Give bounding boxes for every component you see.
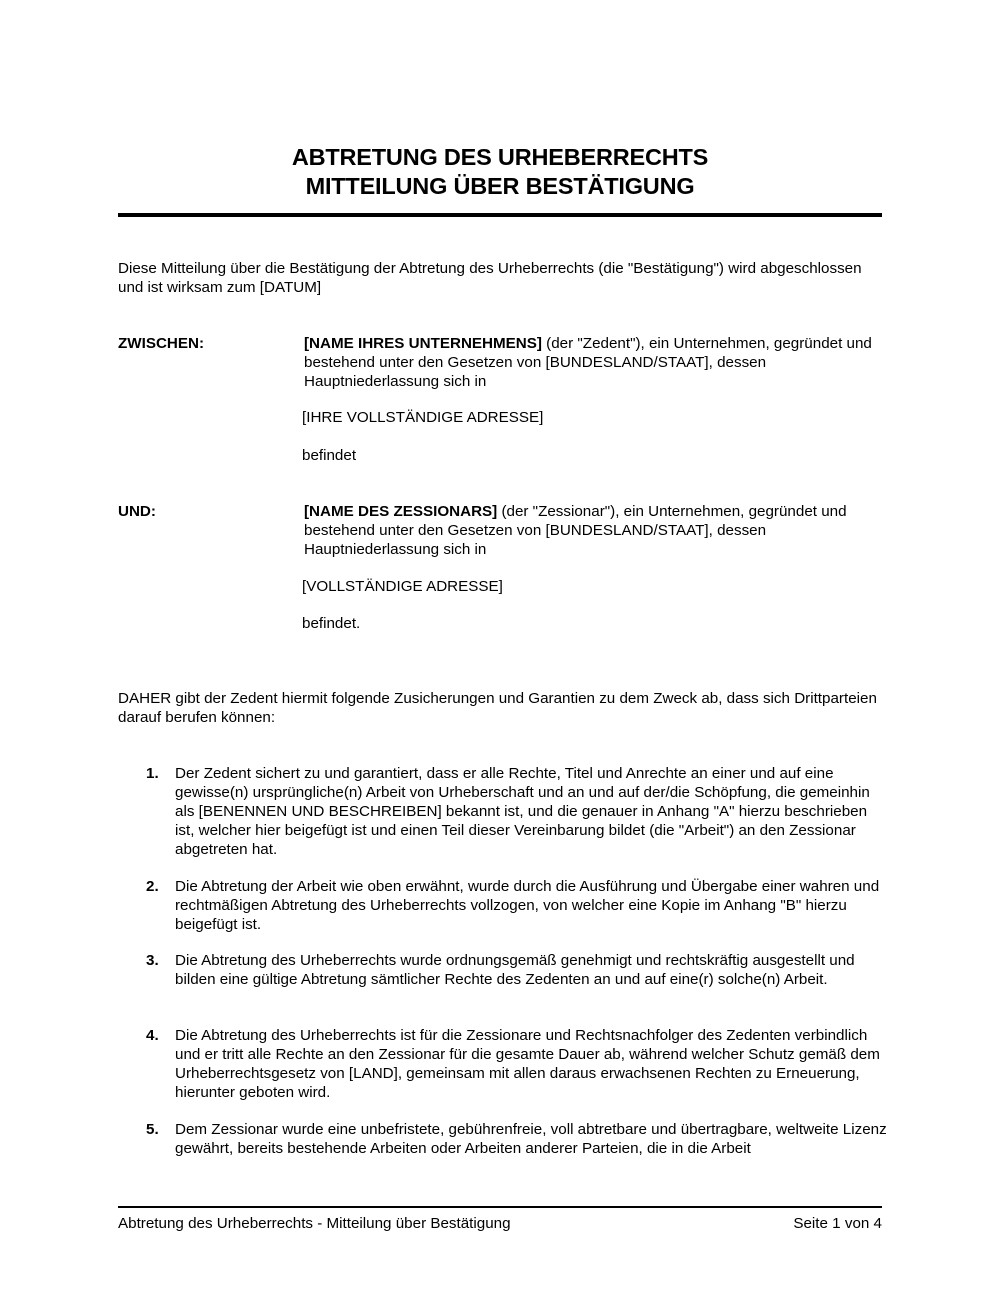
party-description-assignor [304, 334, 888, 391]
assignor-closing: befindet [302, 447, 357, 464]
clause-text: Dem Zessionar wurde eine unbefristete, gebührenfreie, voll abtretbare und übertragbare, weltweite Lizenz gewährt, bereits bestehende Arbeiten oder Arbeiten anderer Parteien, die in die Arbeit [175, 1121, 887, 1157]
clause-number: 1. [146, 765, 159, 782]
clause-text: Der Zedent sichert zu und garantiert, dass er alle Rechte, Titel und Anrechte an einer und auf eine gewisse(n) ursprüngliche(n) Arbeit von Urheberschaft und an und auf der/die Schöpfung, die gemeinhin als [BENENNEN UND BESCHREIBEN] bekannt ist, und die genauer in Anhang "A" hierzu beschrieben ist, welcher hier beigefügt ist und einen Teil dieser Vereinbarung bildet (die "Arbeit") an den Zessionar abgetreten hat. [175, 765, 870, 858]
clause-text: Die Abtretung der Arbeit wie oben erwähnt, wurde durch die Ausführung und Übergabe einer wahren und rechtmäßigen Abtretung des Urheberrechts vollzogen, von welcher eine Kopie im Anhang "B" hierzu beigefügt ist. [175, 878, 880, 933]
title-line-1: ABTRETUNG DES URHEBERRECHTS [291, 144, 709, 170]
clause-number: 2. [146, 878, 159, 895]
clause-item [146, 1026, 890, 1102]
title-divider [118, 213, 882, 217]
party-description-assignee [304, 502, 888, 559]
clause-number: 3. [146, 952, 159, 969]
clause-item [146, 877, 890, 934]
assignor-name: [NAME IHRES UNTERNEHMENS] [304, 335, 542, 352]
party-label-zwischen: ZWISCHEN: [118, 335, 205, 352]
intro-paragraph: Diese Mitteilung über die Bestätigung der Abtretung des Urheberrechts (die "Bestätigung") wird abgeschlossen und ist wirksam zum [DATUM] [118, 260, 862, 296]
assignee-address: [VOLLSTÄNDIGE ADRESSE] [302, 578, 503, 595]
clause-item [146, 764, 890, 859]
clause-text: Die Abtretung des Urheberrechts ist für die Zessionare und Rechtsnachfolger des Zedenten verbindlich und er tritt alle Rechte an den Zessionar für die gesamte Dauer ab, während welcher Schutz gemäß dem Urheberrechtsgesetz von [LAND], gemeinsam mit allen daraus erwachsenen Rechten zu Erneuerung, hierunter geboten wird. [175, 1027, 880, 1101]
whereas-paragraph: DAHER gibt der Zedent hiermit folgende Zusicherungen und Garantien zu dem Zweck ab, dass sich Drittparteien darauf berufen können: [118, 690, 877, 726]
clause-number: 5. [146, 1121, 159, 1138]
title-line-2: MITTEILUNG ÜBER BESTÄTIGUNG [305, 173, 695, 199]
assignee-closing: befindet. [302, 615, 361, 632]
footer-document-title: Abtretung des Urheberrechts - Mitteilung über Bestätigung [118, 1215, 511, 1232]
assignor-address: [IHRE VOLLSTÄNDIGE ADRESSE] [302, 409, 544, 426]
clause-item [146, 1120, 890, 1158]
document-title [118, 143, 882, 201]
clause-item [146, 951, 890, 989]
footer-divider [118, 1206, 882, 1208]
assignee-details: (der "Zessionar"), ein Unternehmen, gegründet und bestehend unter den Gesetzen von [BUNDESLAND/STAAT], dessen Hauptniederlassung sich in [304, 503, 847, 558]
footer-page-number: Seite 1 von 4 [793, 1215, 882, 1232]
assignor-details: (der "Zedent"), ein Unternehmen, gegründet und bestehend unter den Gesetzen von [BUNDESLAND/STAAT], dessen Hauptniederlassung sich in [304, 335, 872, 390]
clause-text: Die Abtretung des Urheberrechts wurde ordnungsgemäß genehmigt und rechtskräftig ausgestellt und bilden eine gültige Abtretung sämtlicher Rechte des Zedenten an und auf eine(r) solche(n) Arbeit. [175, 952, 855, 988]
clause-number: 4. [146, 1027, 159, 1044]
party-label-und: UND: [118, 503, 156, 520]
assignee-name: [NAME DES ZESSIONARS] [304, 503, 498, 520]
